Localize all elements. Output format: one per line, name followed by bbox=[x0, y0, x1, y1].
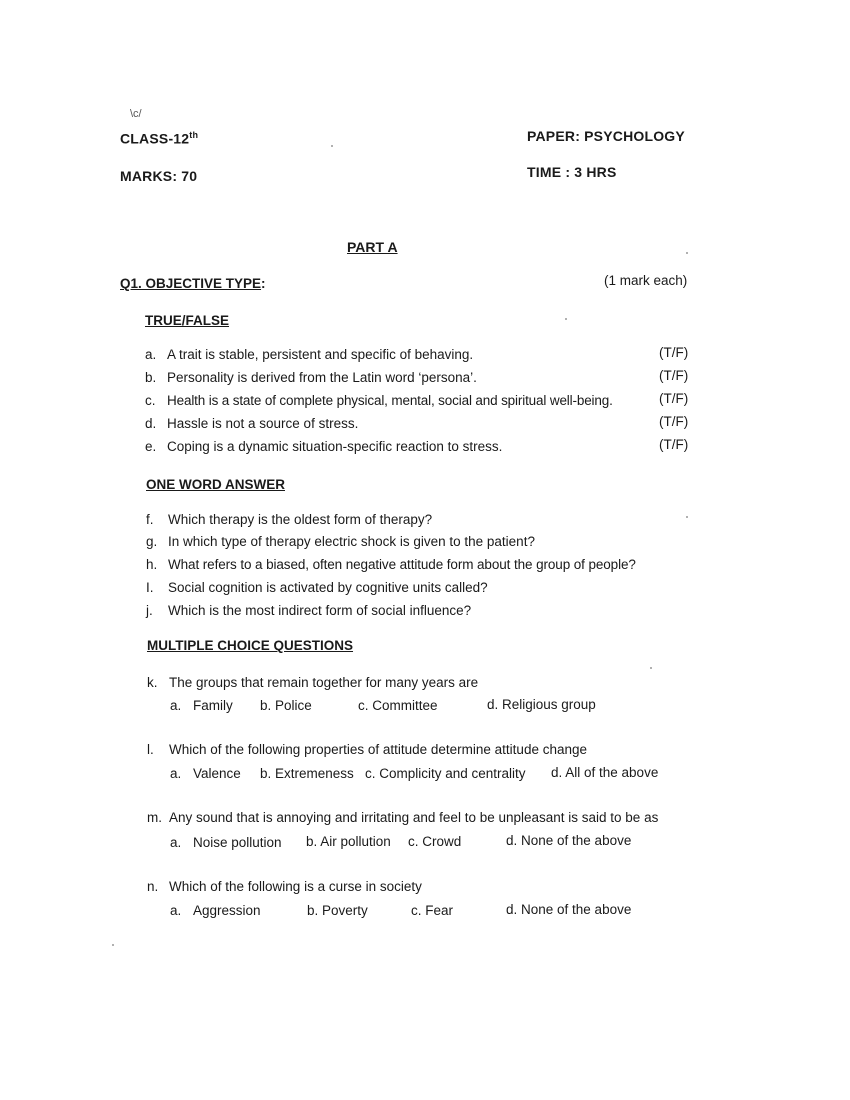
list-item bbox=[146, 534, 535, 549]
option-text: c. Crowd bbox=[408, 834, 462, 849]
option-text: c. Fear bbox=[411, 903, 454, 918]
item-label: d. bbox=[145, 416, 157, 431]
item-label: g. bbox=[146, 534, 158, 549]
list-item bbox=[145, 393, 613, 408]
item-text: A trait is stable, persistent and specific of behaving. bbox=[167, 347, 474, 362]
option-text: c. Complicity and centrality bbox=[365, 766, 526, 781]
item-label: k. bbox=[147, 675, 158, 690]
option-text: b. Extremeness bbox=[260, 766, 354, 781]
item-label: b. bbox=[145, 370, 157, 385]
class-text: CLASS-12 bbox=[120, 130, 190, 147]
tf-mark: (T/F) bbox=[659, 345, 689, 360]
class-superscript: th bbox=[189, 130, 199, 140]
scan-speck bbox=[565, 318, 567, 320]
item-label: l. bbox=[147, 742, 154, 757]
item-text: Hassle is not a source of stress. bbox=[167, 416, 359, 431]
option-text: Aggression bbox=[193, 903, 261, 918]
corner-scribble: \c/ bbox=[130, 108, 142, 120]
option-text: b. Poverty bbox=[307, 903, 368, 918]
option-text: d. None of the above bbox=[506, 833, 632, 848]
item-label: c. bbox=[145, 393, 156, 408]
tf-mark: (T/F) bbox=[659, 391, 689, 406]
option-text: Valence bbox=[193, 766, 241, 781]
list-item bbox=[146, 512, 432, 527]
list-item bbox=[146, 603, 471, 618]
item-label: e. bbox=[145, 439, 157, 454]
class-label bbox=[120, 130, 198, 147]
item-label: a. bbox=[145, 347, 157, 362]
mcq-heading: MULTIPLE CHOICE QUESTIONS bbox=[147, 638, 354, 653]
list-item bbox=[147, 742, 587, 757]
part-title: PART A bbox=[347, 239, 398, 255]
option-label: a. bbox=[170, 766, 182, 781]
list-item bbox=[146, 557, 636, 572]
item-text: In which type of therapy electric shock is given to the patient? bbox=[168, 534, 535, 549]
item-text: Social cognition is activated by cognitive units called? bbox=[168, 580, 488, 595]
scan-speck bbox=[650, 667, 652, 669]
item-text: Which of the following properties of attitude determine attitude change bbox=[169, 742, 587, 757]
option-text: Noise pollution bbox=[193, 835, 282, 850]
marks-label: MARKS: 70 bbox=[120, 168, 198, 184]
list-item bbox=[147, 675, 478, 690]
list-item bbox=[145, 416, 358, 431]
time-label: TIME : 3 HRS bbox=[527, 164, 617, 180]
option-text: d. None of the above bbox=[506, 902, 632, 917]
item-label: n. bbox=[147, 879, 159, 894]
item-text: Any sound that is annoying and irritating and feel to be unpleasant is said to be as bbox=[169, 810, 659, 825]
list-item bbox=[145, 370, 477, 385]
item-label: f. bbox=[146, 512, 154, 527]
option-text: b. Police bbox=[260, 698, 312, 713]
item-label: m. bbox=[147, 810, 162, 825]
item-text: Health is a state of complete physical, mental, social and spiritual well-being. bbox=[167, 393, 613, 408]
list-item bbox=[147, 810, 658, 825]
item-text: The groups that remain together for many years are bbox=[169, 675, 479, 690]
q1-title-colon: : bbox=[261, 276, 266, 291]
q1-marks-note: (1 mark each) bbox=[604, 273, 688, 288]
option-label: a. bbox=[170, 903, 182, 918]
item-text: Which is the most indirect form of social influence? bbox=[168, 603, 472, 618]
one-word-heading: ONE WORD ANSWER bbox=[146, 477, 285, 492]
option-text: b. Air pollution bbox=[306, 834, 391, 849]
tf-mark: (T/F) bbox=[659, 437, 689, 452]
tf-mark: (T/F) bbox=[659, 368, 689, 383]
true-false-heading: TRUE/FALSE bbox=[145, 313, 230, 328]
option-text: c. Committee bbox=[358, 698, 438, 713]
tf-mark: (T/F) bbox=[659, 414, 689, 429]
option-label: a. bbox=[170, 698, 182, 713]
scan-speck bbox=[686, 252, 688, 254]
scan-speck bbox=[686, 516, 688, 518]
list-item bbox=[145, 439, 502, 454]
scan-speck bbox=[112, 944, 114, 946]
option-label: a. bbox=[170, 835, 182, 850]
item-text: Which of the following is a curse in society bbox=[169, 879, 422, 894]
item-text: Coping is a dynamic situation-specific reaction to stress. bbox=[167, 439, 503, 454]
item-label: j. bbox=[146, 603, 153, 618]
item-text: Personality is derived from the Latin word ‘persona’. bbox=[167, 370, 477, 385]
option-text: d. Religious group bbox=[487, 697, 596, 712]
item-label: h. bbox=[146, 557, 158, 572]
list-item bbox=[145, 347, 473, 362]
item-text: Which therapy is the oldest form of therapy? bbox=[168, 512, 433, 527]
scan-speck bbox=[331, 145, 333, 147]
item-text: What refers to a biased, often negative attitude form about the group of people? bbox=[168, 557, 636, 572]
item-label: I. bbox=[146, 580, 154, 595]
list-item bbox=[147, 879, 422, 894]
list-item bbox=[146, 580, 488, 595]
q1-title-text: Q1. OBJECTIVE TYPE bbox=[120, 276, 262, 291]
q1-title bbox=[120, 276, 266, 291]
option-text: d. All of the above bbox=[551, 765, 659, 780]
paper-label: PAPER: PSYCHOLOGY bbox=[527, 128, 685, 144]
option-text: Family bbox=[193, 698, 233, 713]
